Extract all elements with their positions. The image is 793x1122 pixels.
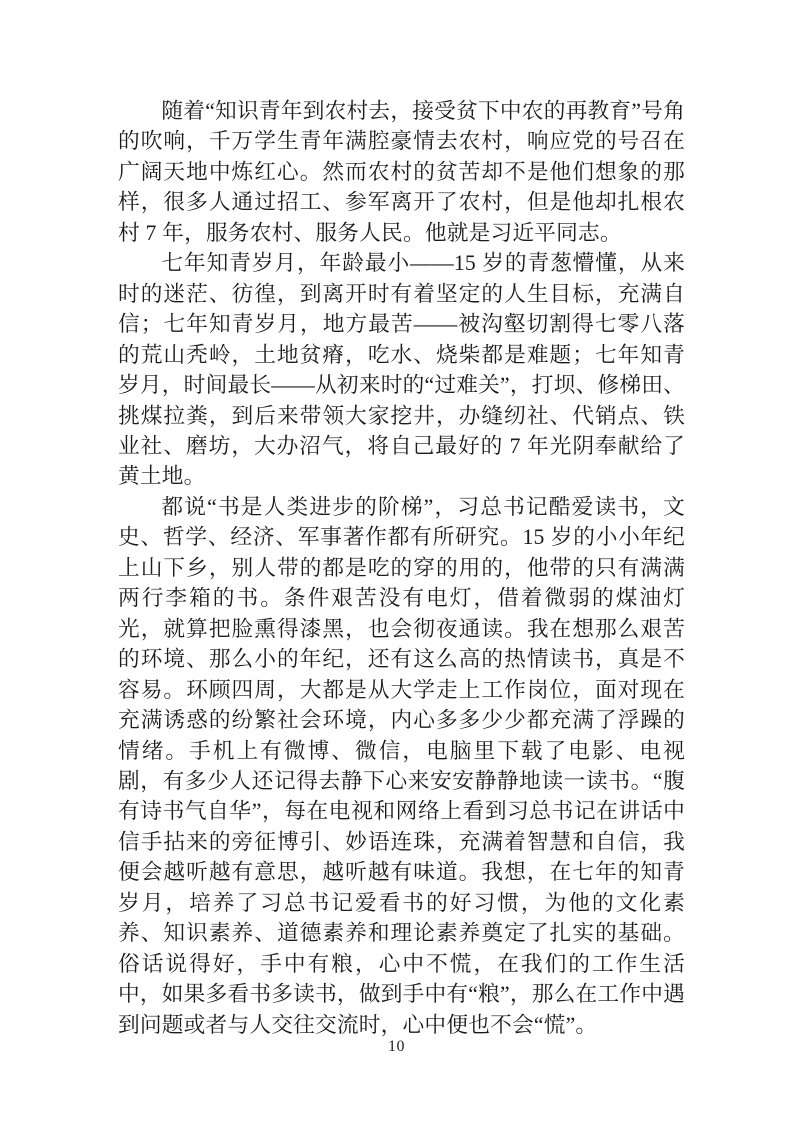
document-body-text xyxy=(118,96,685,1040)
paragraph-3: 都说“书是人类进步的阶梯”，习总书记酷爱读书，文史、哲学、经济、军事著作都有所研究。15 岁的小小年纪上山下乡，别人带的都是吃的穿的用的，他带的只有满满两行李箱的书。条件艰苦没有电灯，借着微弱的煤油灯光，就算把脸熏得漆黑，也会彻夜通读。我在想那么艰苦的环境、那么小的年纪，还有这么高的热情读书，真是不容易。环顾四周，大都是从大学走上工作岗位，面对现在充满诱惑的纷繁社会环境，内心多多少少都充满了浮躁的情绪。手机上有微博、微信，电脑里下载了电影、电视剧，有多少人还记得去静下心来安安静静地读一读书。“腹有诗书气自华”，每在电视和网络上看到习总书记在讲话中信手拈来的旁征博引、妙语连珠，充满着智慧和自信，我便会越听越有意思，越听越有味道。我想，在七年的知青岁月，培养了习总书记爱看书的好习惯，为他的文化素养、知识素养、道德素养和理论素养奠定了扎实的基础。俗话说得好，手中有粮，心中不慌，在我们的工作生活中，如果多看书多读书，做到手中有“粮”，那么在工作中遇到问题或者与人交往交流时，心中便也不会“慌”。 xyxy=(118,494,685,1037)
paragraph-2: 七年知青岁月，年龄最小——15 岁的青葱懵懂，从来时的迷茫、彷徨，到离开时有着坚定的人生目标，充满自信；七年知青岁月，地方最苦——被沟壑切割得七零八落的荒山秃岭，土地贫瘠，吃水、烧柴都是难题；七年知青岁月，时间最长——从初来时的“过难关”，打坝、修梯田、挑煤拉粪，到后来带领大家挖井，办缝纫社、代销点、铁业社、磨坊，大办沼气，将自己最好的 7 年光阴奉献给了黄土地。 xyxy=(118,251,685,489)
page-number: 10 xyxy=(388,1038,405,1055)
paragraph-1: 随着“知识青年到农村去，接受贫下中农的再教育”号角的吹响，千万学生青年满腔豪情去农村，响应党的号召在广阔天地中炼红心。然而农村的贫苦却不是他们想象的那样，很多人通过招工、参军离开了农村，但是他却扎根农村 7 年，服务农村、服务人民。他就是习近平同志。 xyxy=(118,99,685,245)
